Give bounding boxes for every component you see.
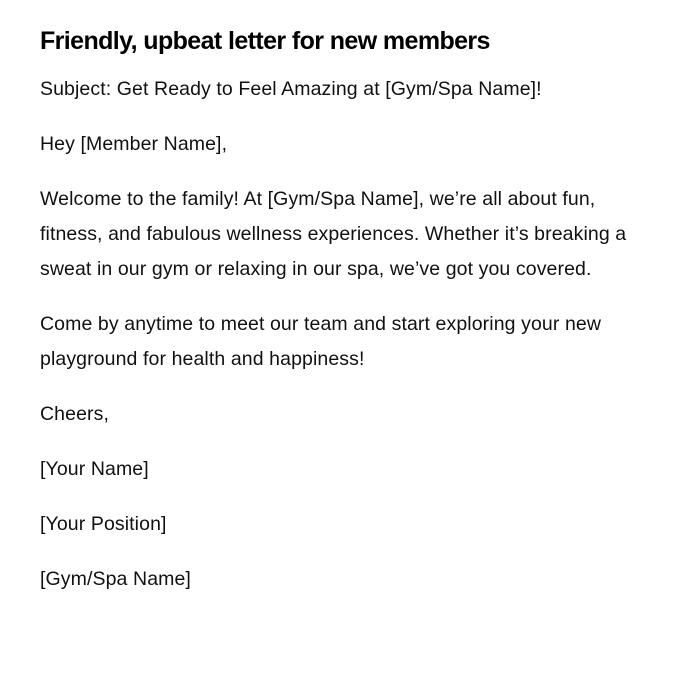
closing: Cheers, — [40, 403, 109, 425]
subject-line: Subject: Get Ready to Feel Amazing at [Gym/Spa Name]! — [40, 78, 542, 100]
greeting: Hey [Member Name], — [40, 133, 228, 155]
signature-name: [Your Name] — [40, 458, 149, 480]
signature-position: [Your Position] — [40, 513, 167, 535]
body-paragraph-invite: Come by anytime to meet our team and start exploring your new playground for health and happiness! — [40, 313, 602, 370]
document-title: Friendly, upbeat letter for new members — [40, 27, 490, 55]
letter-document — [40, 24, 640, 617]
body-paragraph-welcome: Welcome to the family! At [Gym/Spa Name], we’re all about fun, fitness, and fabulous wellness experiences. Whether it’s breaking a sweat in our gym or relaxing in our spa, we’ve got you covered. — [40, 188, 627, 280]
signature-organization: [Gym/Spa Name] — [40, 568, 191, 590]
